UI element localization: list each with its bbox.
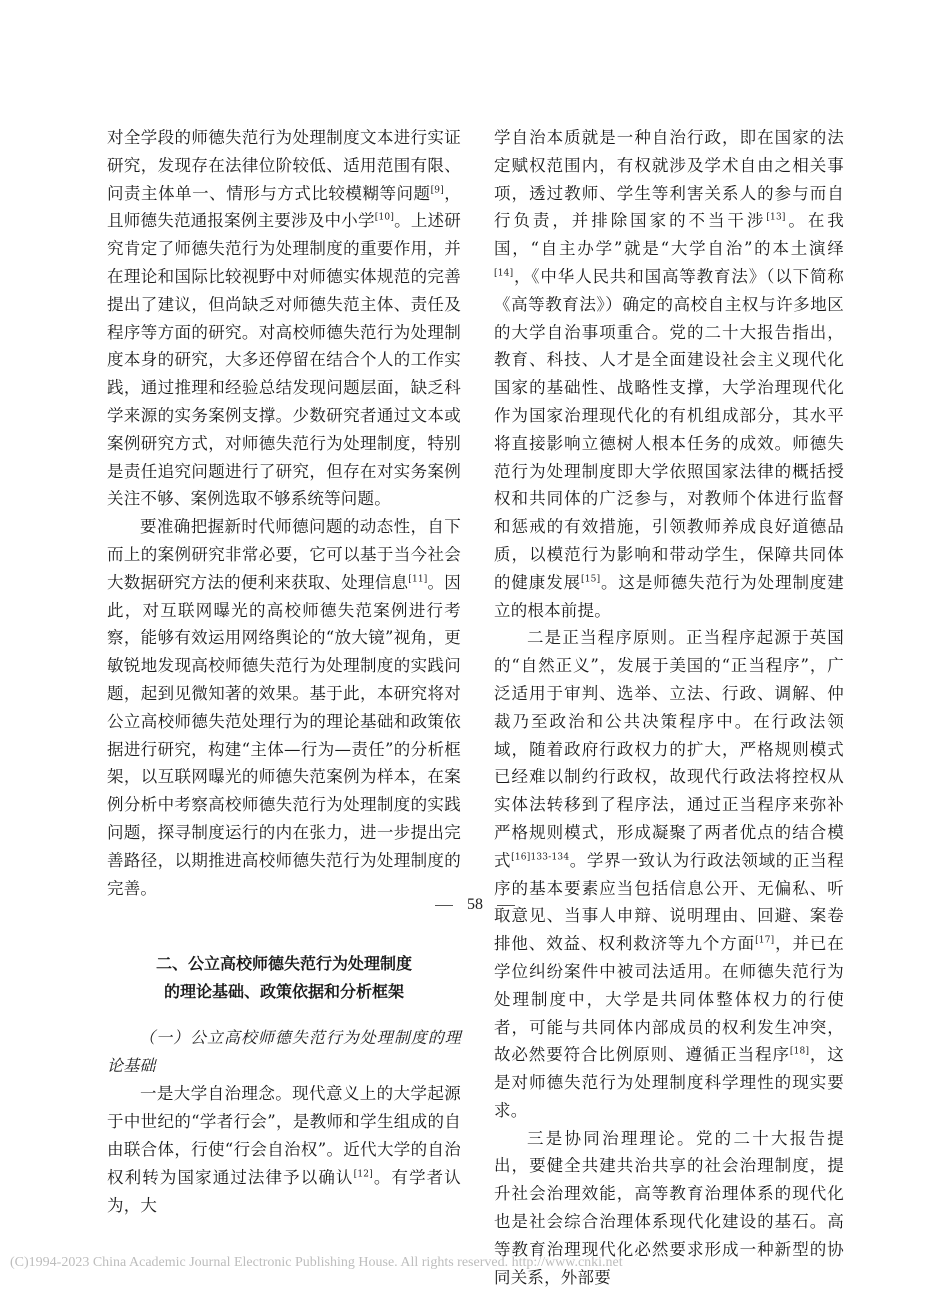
citation: [9] [430, 185, 444, 196]
citation: [17] [755, 935, 775, 946]
citation: [13] [766, 212, 786, 223]
right-para-3: 三是协同治理理论。党的二十大报告提出，要健全共建共治共享的社会治理制度，提升社会治理效能，高等教育治理体系的现代化也是社会综合治理体系现代化建设的基石。高等教育治理现代化必然要求形成一种新型的协同关系，外部要 [494, 1128, 844, 1287]
right-column [494, 124, 844, 1291]
page-number-dash-right [497, 905, 515, 906]
left-para-1: 对全学段的师德失范行为处理制度文本进行实证研究，发现存在法律位阶较低、适用范围有限、问责主体单一、情形与方式比较模糊等问题[9]，且师德失范通报案例主要涉及中小学[10]。上述研究肯定了师德失范行为处理制度的重要作用，并在理论和国际比较视野中对师德实体规范的完善提出了建议，但尚缺乏对师德失范主体、责任及程序等方面的研究。对高校师德失范行为处理制度本身的研究，大多还停留在结合个人的工作实践，通过推理和经验总结发现问题层面，缺乏科学来源的实务案例支撑。少数研究者通过文本或案例研究方式，对师德失范行为处理制度，特别是责任追究问题进行了研究，但存在对实务案例关注不够、案例选取不够系统等问题。 [107, 128, 461, 509]
citation: [16]133-134 [511, 852, 570, 863]
left-column [107, 124, 461, 1219]
left-para-3: 一是大学自治理念。现代意义上的大学起源于中世纪的“学者行会”，是教师和学生组成的自由联合体，行使“行会自治权”。近代大学的自治权利转为国家通过法律予以确认[12]。有学者认为，大 [107, 1084, 462, 1215]
citation: [14] [494, 268, 514, 279]
right-para-2: 二是正当程序原则。正当程序起源于英国的“自然正义”，发展于美国的“正当程序”，广泛适用于审判、选举、立法、行政、调解、仲裁乃至政治和公共决策程序中。在行政法领域，随着政府行政权力的扩大，严格规则模式已经难以制约行政权，故现代行政法将控权从实体法转移到了程序法，通过正当程序来弥补严格规则模式，形成凝聚了两者优点的结合模式$^{[16]133-134}$。学界一致认为行政法领域的正当程序的基本要素应当包括信息公开、无偏私、听取意见、当事人申辩、说明理由、回避、案卷排他、效益、权利救济等九个方面[17]，并已在学位纠纷案件中被司法适用。在师德失范行为处理制度中，大学是共同体整体权力的行使者，可能与共同体内部成员的权利发生冲突，故必然要符合比例原则、遵循正当程序[18]，这是对师德失范行为处理制度科学理性的现实要求。 [494, 628, 844, 1120]
right-para-1: 学自治本质就是一种自治行政，即在国家的法定赋权范围内，有权就涉及学术自由之相关事项，透过教师、学生等利害关系人的参与而自行负责，并排除国家的不当干涉[13]。在我国，“自主办学”就是“大学自治”的本土演绎[14]，《中华人民共和国高等教育法》（以下简称《高等教育法》）确定的高校自主权与许多地区的大学自治事项重合。党的二十大报告指出，教育、科技、人才是全面建设社会主义现代化国家的基础性、战略性支撑，大学治理现代化作为国家治理现代化的有机组成部分，其水平将直接影响立德树人根本任务的成效。师德失范行为处理制度即大学依照国家法律的概括授权和共同体的广泛参与，对教师个体进行监督和惩戒的有效措施，引领教师养成良好道德品质，以模范行为影响和带动学生，保障共同体的健康发展[15]。这是师德失范行为处理制度建立的根本前提。 [494, 128, 844, 620]
left-para-2: 要准确把握新时代师德问题的动态性，自下而上的案例研究非常必要，它可以基于当今社会大数据研究方法的便利来获取、处理信息[11]。因此，对互联网曝光的高校师德失范案例进行考察，能够有效运用网络舆论的“放大镜”视角，更敏锐地发现高校师德失范行为处理制度的实践问题，起到见微知著的效果。基于此，本研究将对公立高校师德失范处理行为的理论基础和政策依据进行研究，构建“主体—行为—责任”的分析框架，以互联网曝光的师德失范案例为样本，在案例分析中考察高校师德失范行为处理制度的实践问题，探寻制度运行的内在张力，进一步提出完善路径，以期推进高校师德失范行为处理制度的完善。 [107, 517, 461, 898]
copyright-footer: (C)1994-2023 China Academic Journal Electronic Publishing House. All rights reserved. http://www.cnki.net [10, 1255, 623, 1270]
citation: [18] [789, 1046, 810, 1057]
citation: [12] [353, 1169, 373, 1180]
page-number: 58 [0, 896, 950, 914]
section-title: 二、公立高校师德失范行为处理制度 的理论基础、政策依据和分析框架 [155, 954, 412, 1002]
page-number-dash-left [435, 905, 453, 906]
citation: [15] [581, 574, 601, 585]
citation: [11] [408, 574, 428, 585]
citation: [10] [374, 212, 395, 223]
subsection-title: （一）公立高校师德失范行为处理制度的理论基础 [107, 1028, 461, 1076]
